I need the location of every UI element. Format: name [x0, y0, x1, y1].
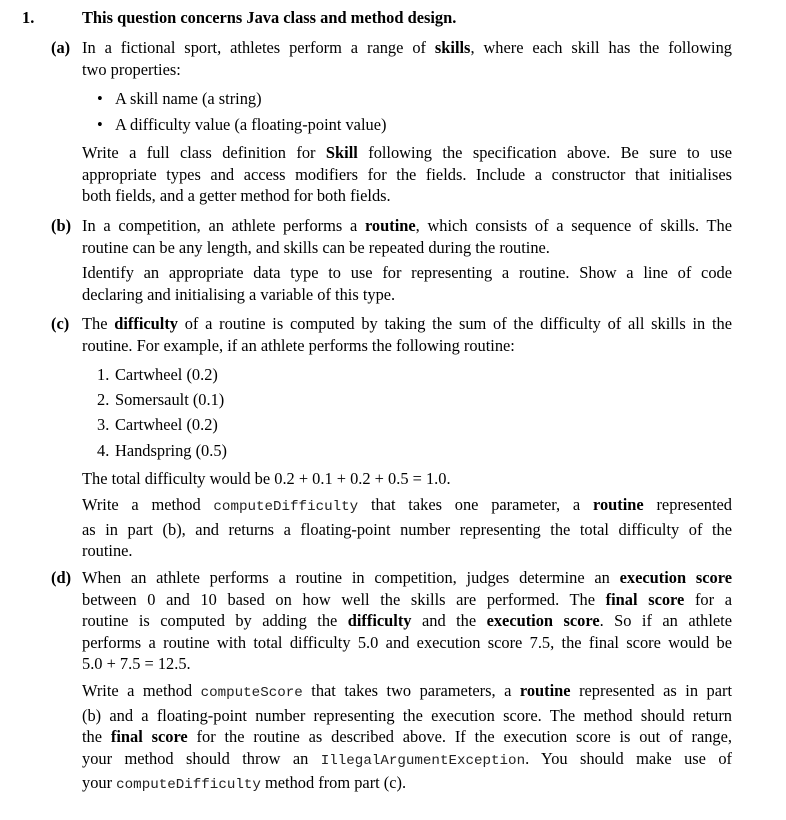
routine-item-2: 2. Somersault (0.1)	[97, 390, 225, 409]
part-c-total: The total difficulty would be 0.2 + 0.1 + 0.2 + 0.5 = 1.0.	[82, 469, 451, 488]
part-a-intro: In a fictional sport, athletes perform a range of skills, where each skill has the following two properties:	[82, 38, 732, 79]
part-b-task: Identify an appropriate data type to use for representing a routine. Show a line of code declaring and initialising a variable of this type.	[82, 263, 732, 304]
part-a-task: Write a full class definition for Skill following the specification above. Be sure to use appropriate types and access modifiers for the fields. Include a constructor that initialises both fields, and a getter method for both fields.	[82, 143, 732, 205]
part-c-task: Write a method computeDifficulty that takes one parameter, a routine represented as in part (b), and returns a floating-point number representing the total difficulty of the routine.	[82, 495, 732, 560]
part-b-intro: In a competition, an athlete performs a routine, which consists of a sequence of skills. The routine can be any length, and skills can be repeated during the routine.	[82, 216, 733, 257]
part-a-label: (a)	[51, 38, 71, 57]
question-title: This question concerns Java class and method design.	[82, 8, 457, 27]
bullet-icon: •	[97, 89, 103, 108]
part-a-bullet-1: • A skill name (a string)	[97, 89, 262, 108]
part-d-intro: When an athlete performs a routine in competition, judges determine an execution score between 0 and 10 based on how well the skills are performed. The final score for a routine is computed by adding the difficulty and the execution score. So if an athlete performs a routine with total difficulty 5.0 and execution score 7.5, the final score would be 5.0 + 7.5 = 12.5.	[82, 568, 733, 673]
question-number: 1.	[22, 8, 35, 27]
part-c-intro: The difficulty of a routine is computed by taking the sum of the difficulty of all skills in the routine. For example, if an athlete performs the following routine:	[82, 314, 732, 355]
part-d-label: (d)	[51, 568, 72, 587]
part-a-bullet-2: • A difficulty value (a floating-point value)	[97, 115, 387, 134]
routine-item-3: 3. Cartwheel (0.2)	[97, 415, 218, 434]
routine-item-4: 4. Handspring (0.5)	[97, 441, 227, 460]
part-d-task: Write a method computeScore that takes two parameters, a routine represented as in part (b) and a floating-point number representing the execution score. The method should return the final score for the routine as described above. If the execution score is out of range, your method should throw an IllegalArgumentException. You should make use of your computeDifficulty method from part (c).	[82, 681, 733, 793]
bullet-icon: •	[97, 115, 103, 134]
part-c-label: (c)	[51, 314, 70, 333]
routine-item-1: 1. Cartwheel (0.2)	[97, 365, 218, 384]
part-b-label: (b)	[51, 216, 72, 235]
